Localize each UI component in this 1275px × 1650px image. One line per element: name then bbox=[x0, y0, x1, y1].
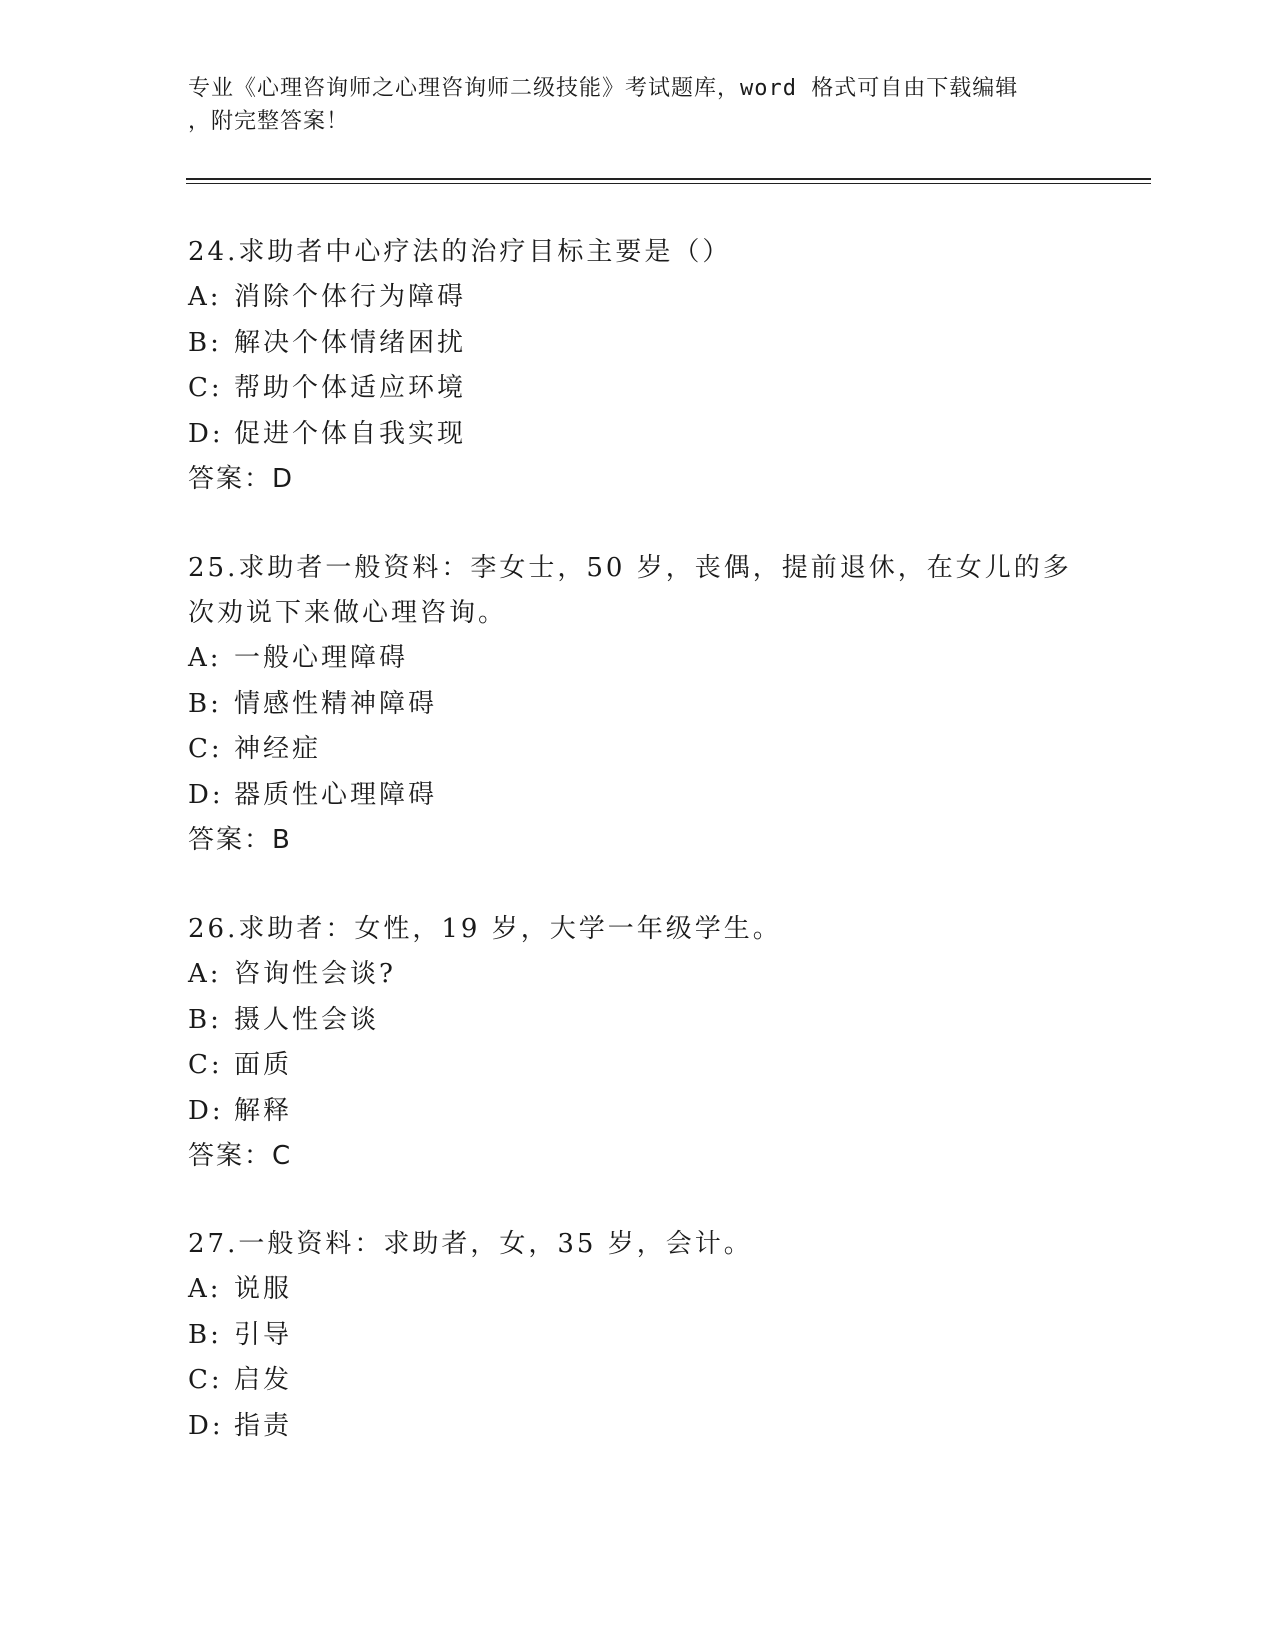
option-c bbox=[188, 1358, 1088, 1404]
option-key: B: bbox=[188, 327, 222, 358]
option-text: 帮助个体适应环境 bbox=[234, 373, 467, 403]
option-text: 一般心理障碍 bbox=[234, 643, 409, 673]
question-stem: 25.求助者一般资料：李女士，50 岁，丧偶，提前退休，在女儿的多次劝说下来做心理咨询。 bbox=[188, 553, 1072, 628]
option-text: 情感性精神障碍 bbox=[234, 688, 438, 719]
option-text: 器质性心理障碍 bbox=[234, 779, 438, 810]
option-d bbox=[188, 412, 1088, 458]
option-text: 消除个体行为障碍 bbox=[234, 282, 467, 312]
option-text: 促进个体自我实现 bbox=[234, 418, 467, 449]
option-key: C: bbox=[188, 1050, 223, 1080]
option-key: B: bbox=[188, 688, 222, 719]
option-b bbox=[188, 998, 1088, 1044]
question-24 bbox=[188, 230, 1088, 502]
option-c bbox=[188, 1043, 1088, 1089]
option-a bbox=[188, 952, 1088, 998]
option-key: C: bbox=[188, 373, 223, 403]
option-text: 启发 bbox=[234, 1365, 293, 1395]
option-key: D: bbox=[188, 779, 224, 810]
answer-label: 答案：B bbox=[188, 825, 292, 855]
header-rule-top bbox=[186, 178, 1151, 180]
option-text: 解释 bbox=[234, 1095, 293, 1126]
option-c bbox=[188, 366, 1088, 412]
option-b bbox=[188, 321, 1088, 367]
header-rule-bottom bbox=[186, 183, 1151, 184]
document-header bbox=[188, 72, 1068, 138]
header-line-2: ，附完整答案！ bbox=[188, 109, 350, 134]
option-text: 摄人性会谈 bbox=[234, 1004, 380, 1035]
option-d bbox=[188, 1089, 1088, 1135]
option-key: D: bbox=[188, 418, 224, 449]
question-stem: 27.一般资料：求助者，女，35 岁，会计。 bbox=[188, 1229, 753, 1259]
option-c bbox=[188, 727, 1088, 773]
option-key: D: bbox=[188, 1410, 224, 1441]
option-key: A: bbox=[188, 959, 222, 989]
option-text: 神经症 bbox=[234, 734, 322, 764]
option-text: 解决个体情绪困扰 bbox=[234, 327, 467, 358]
option-key: C: bbox=[188, 734, 223, 764]
option-a bbox=[188, 636, 1088, 682]
header-line-1: 专业《心理咨询师之心理咨询师二级技能》考试题库，word 格式可自由下载编辑 bbox=[188, 76, 1019, 101]
option-key: A: bbox=[188, 643, 222, 673]
option-text: 指责 bbox=[234, 1410, 293, 1441]
option-text: 说服 bbox=[234, 1274, 293, 1304]
question-25 bbox=[188, 546, 1088, 863]
option-key: D: bbox=[188, 1095, 224, 1126]
option-key: A: bbox=[188, 1274, 222, 1304]
question-stem: 26.求助者：女性，19 岁，大学一年级学生。 bbox=[188, 914, 782, 944]
option-key: B: bbox=[188, 1004, 222, 1035]
question-stem: 24.求助者中心疗法的治疗目标主要是（） bbox=[188, 237, 732, 267]
question-27 bbox=[188, 1222, 1088, 1449]
option-text: 咨询性会谈? bbox=[234, 959, 396, 989]
option-key: C: bbox=[188, 1365, 223, 1395]
option-a bbox=[188, 1267, 1088, 1313]
option-text: 引导 bbox=[234, 1319, 293, 1350]
option-d bbox=[188, 1404, 1088, 1450]
option-b bbox=[188, 1313, 1088, 1359]
option-key: A: bbox=[188, 282, 222, 312]
option-d bbox=[188, 773, 1088, 819]
option-text: 面质 bbox=[234, 1050, 293, 1080]
answer-label: 答案：D bbox=[188, 464, 295, 494]
option-a bbox=[188, 275, 1088, 321]
answer-label: 答案：C bbox=[188, 1141, 293, 1171]
option-b bbox=[188, 682, 1088, 728]
question-26 bbox=[188, 907, 1088, 1179]
option-key: B: bbox=[188, 1319, 222, 1350]
